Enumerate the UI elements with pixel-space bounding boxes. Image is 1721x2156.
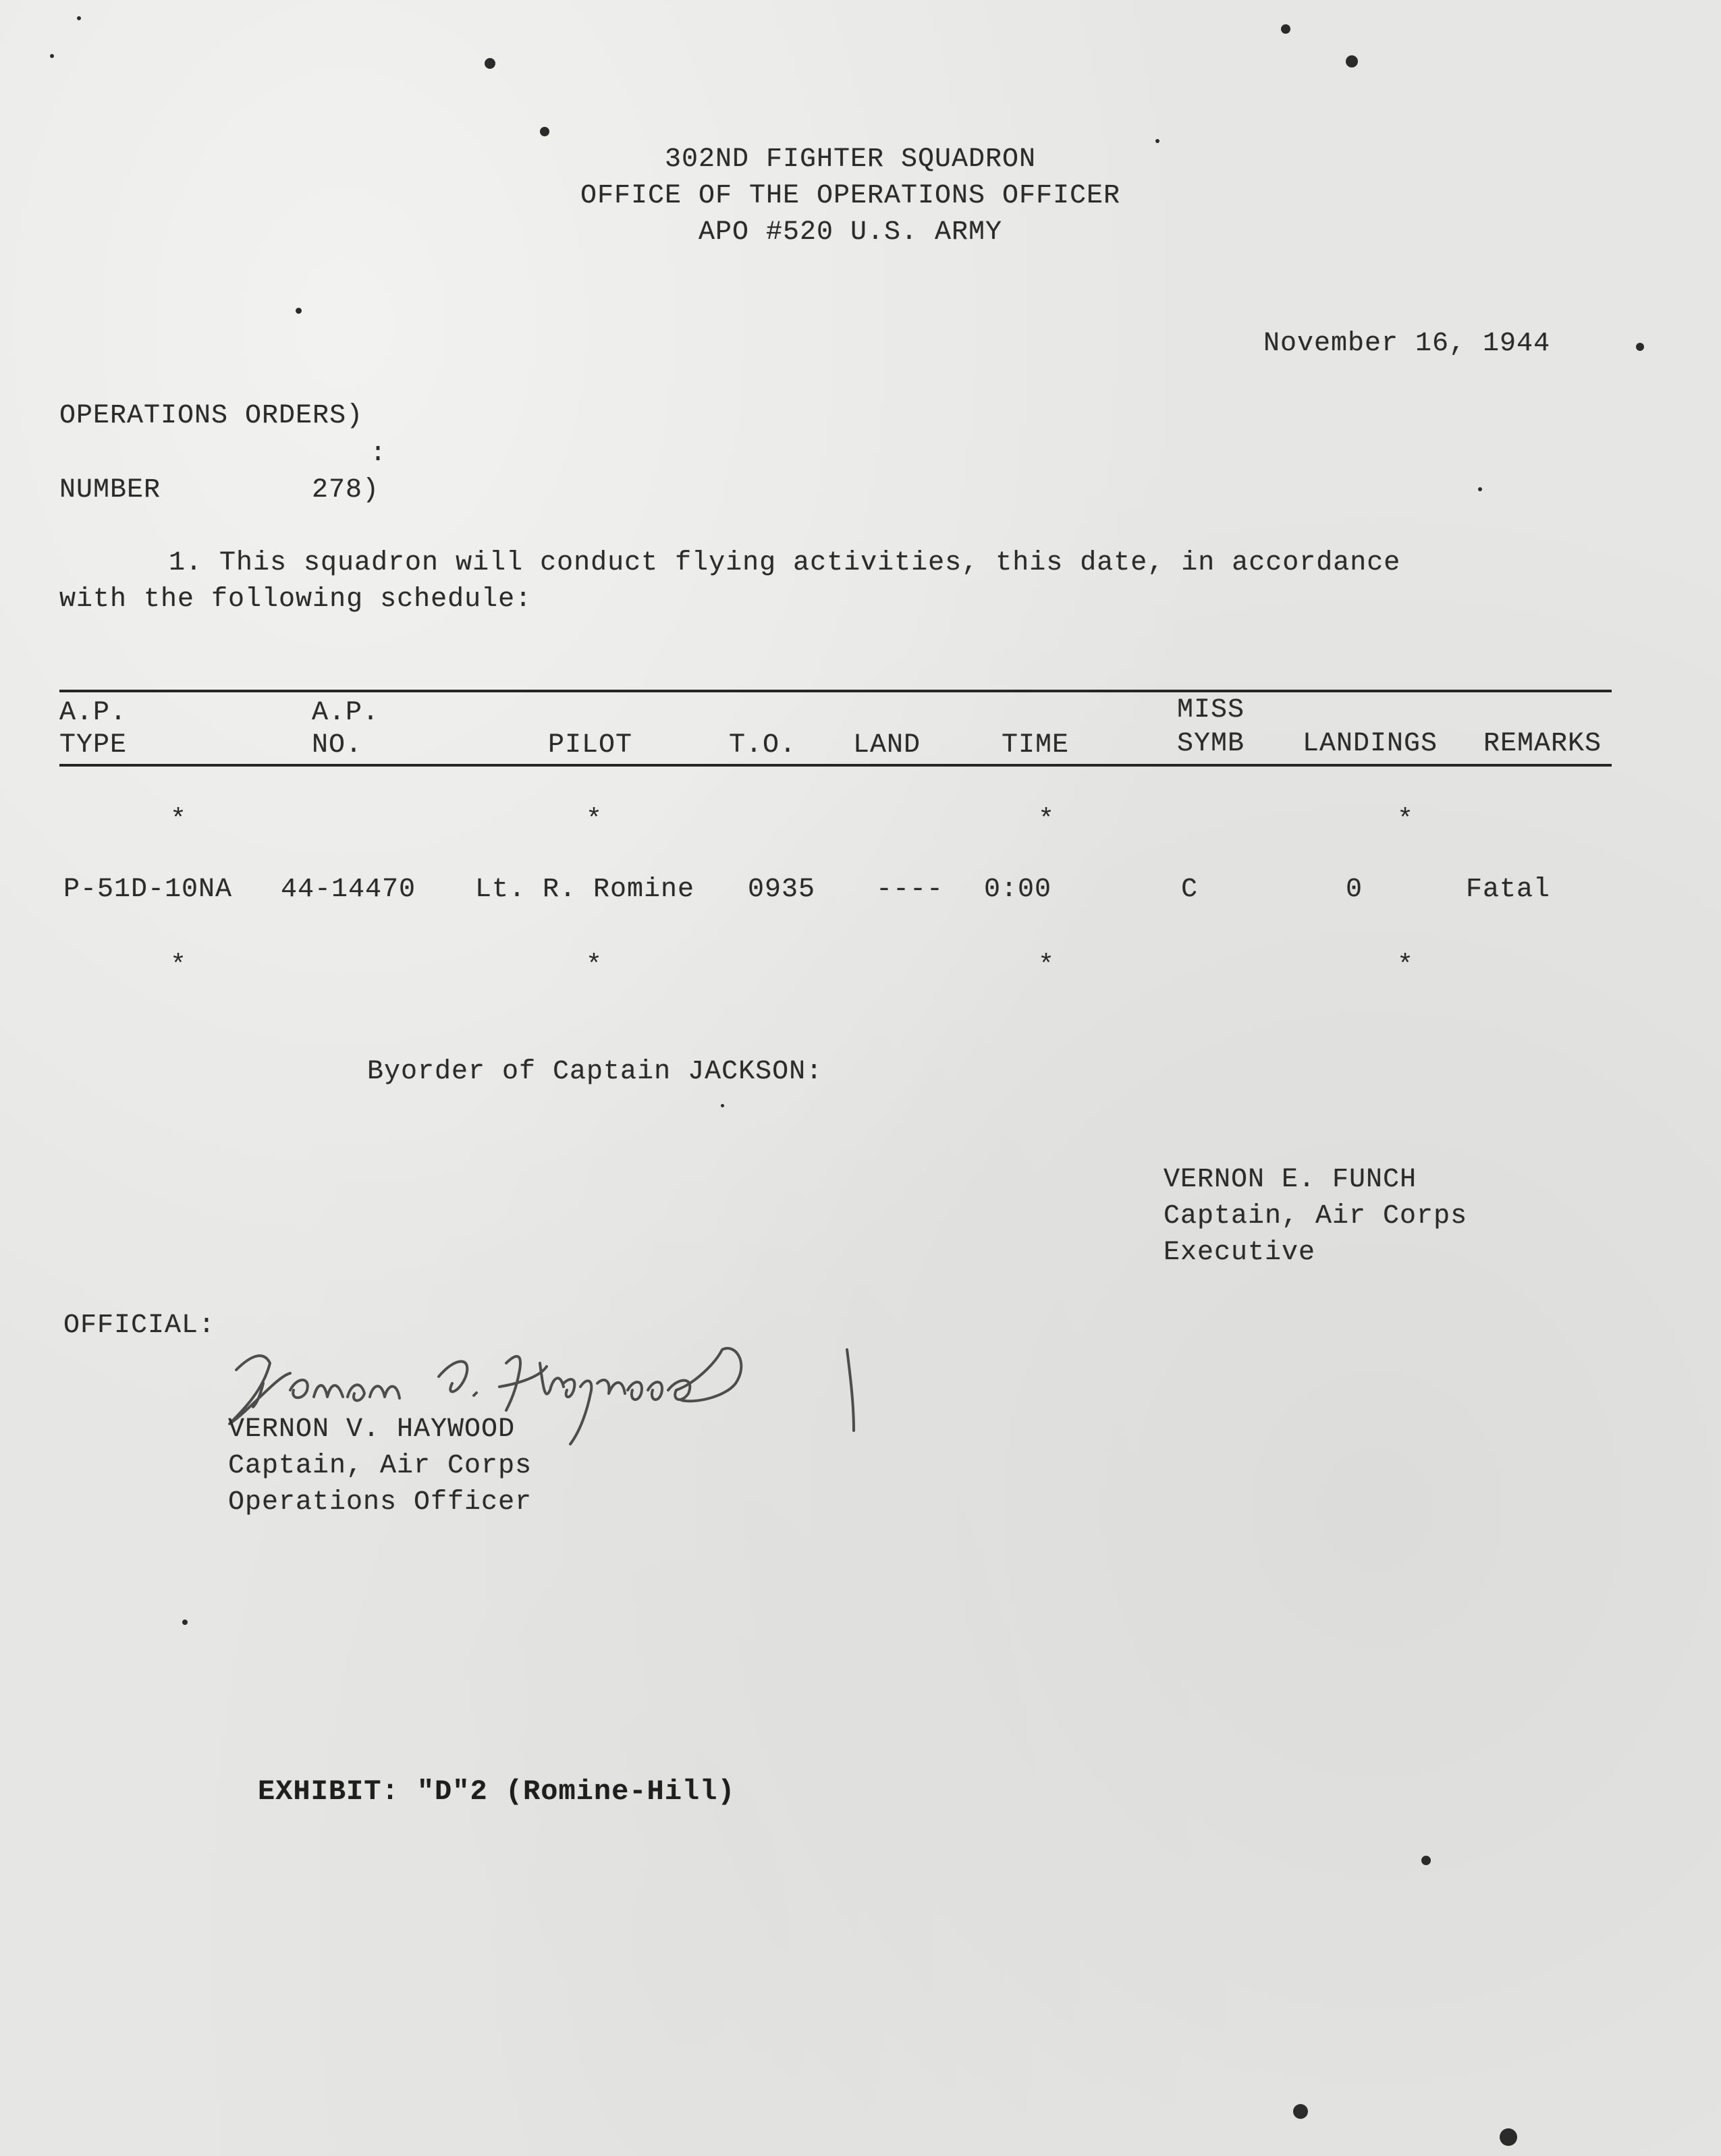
orders-number-label: NUMBER [59,475,161,505]
separator-mark: * [586,805,603,835]
col-header-remarks: REMARKS [1483,729,1602,759]
cell-landings: 0 [1346,875,1363,905]
paper-speck [1293,2104,1308,2119]
paper-speck [1478,487,1482,491]
signer-title: Operations Officer [228,1487,532,1518]
paper-speck [1421,1856,1431,1865]
cell-land: ---- [876,875,944,905]
paper-speck [50,54,54,58]
signer-name: VERNON V. HAYWOOD [228,1414,516,1445]
official-label: OFFICIAL: [63,1310,216,1341]
orders-colon-mark: : [370,439,387,469]
col-header-ap-no: NO. [312,730,363,761]
col-header-time: TIME [1002,730,1070,761]
col-header-to: T.O. [729,730,797,761]
document-date: November 16, 1944 [1263,329,1551,359]
table-top-rule [59,690,1612,692]
paper-speck [1346,55,1358,67]
by-order-line: Byorder of Captain JACKSON: [367,1057,823,1087]
separator-mark: * [170,805,187,835]
paper-speck [182,1620,188,1625]
cell-pilot: Lt. R. Romine [475,875,695,905]
executive-title: Executive [1164,1238,1316,1268]
paper-speck [77,16,81,20]
cell-to: 0935 [748,875,816,905]
col-header-landings: LANDINGS [1303,729,1438,759]
cell-ap-no: 44-14470 [281,875,416,905]
executive-rank: Captain, Air Corps [1164,1201,1468,1232]
apo-heading: APO #520 U.S. ARMY [698,217,1003,248]
table-header-rule [59,764,1612,767]
separator-mark: * [586,951,603,981]
cell-remarks: Fatal [1466,875,1551,905]
paper-speck [721,1104,724,1107]
col-header-symb: SYMB [1177,729,1245,759]
col-header-ap-no-top: A.P. [312,698,380,728]
office-heading: OFFICE OF THE OPERATIONS OFFICER [580,181,1121,211]
cell-miss-symb: C [1181,875,1199,905]
signer-rank: Captain, Air Corps [228,1451,532,1481]
separator-mark: * [1038,805,1055,835]
col-header-land: LAND [853,730,921,761]
cell-ap-type: P-51D-10NA [63,875,233,905]
separator-mark: * [1038,951,1055,981]
cell-time: 0:00 [984,875,1052,905]
col-header-ap-type: TYPE [59,730,128,761]
paper-speck [485,58,495,69]
paper-speck [1281,24,1290,34]
exhibit-label: EXHIBIT: "D"2 (Romine-Hill) [258,1775,736,1808]
paper-speck [296,308,302,314]
separator-mark: * [170,951,187,981]
separator-mark: * [1397,805,1414,835]
executive-name: VERNON E. FUNCH [1164,1165,1417,1195]
paragraph-line-2: with the following schedule: [59,584,532,615]
paragraph-line-1: 1. This squadron will conduct flying activities, this date, in accordance [169,548,1401,578]
separator-mark: * [1397,951,1414,981]
col-header-miss-top: MISS [1177,695,1245,725]
orders-number: 278) [312,475,380,505]
paper-speck [540,127,549,136]
paper-speck [1636,343,1644,351]
col-header-ap-type-top: A.P. [59,698,128,728]
paper-speck [1500,2128,1517,2146]
paper-speck [1155,139,1159,143]
orders-label: OPERATIONS ORDERS) [59,401,364,431]
col-header-pilot: PILOT [548,730,633,761]
squadron-heading: 302ND FIGHTER SQUADRON [664,144,1037,175]
